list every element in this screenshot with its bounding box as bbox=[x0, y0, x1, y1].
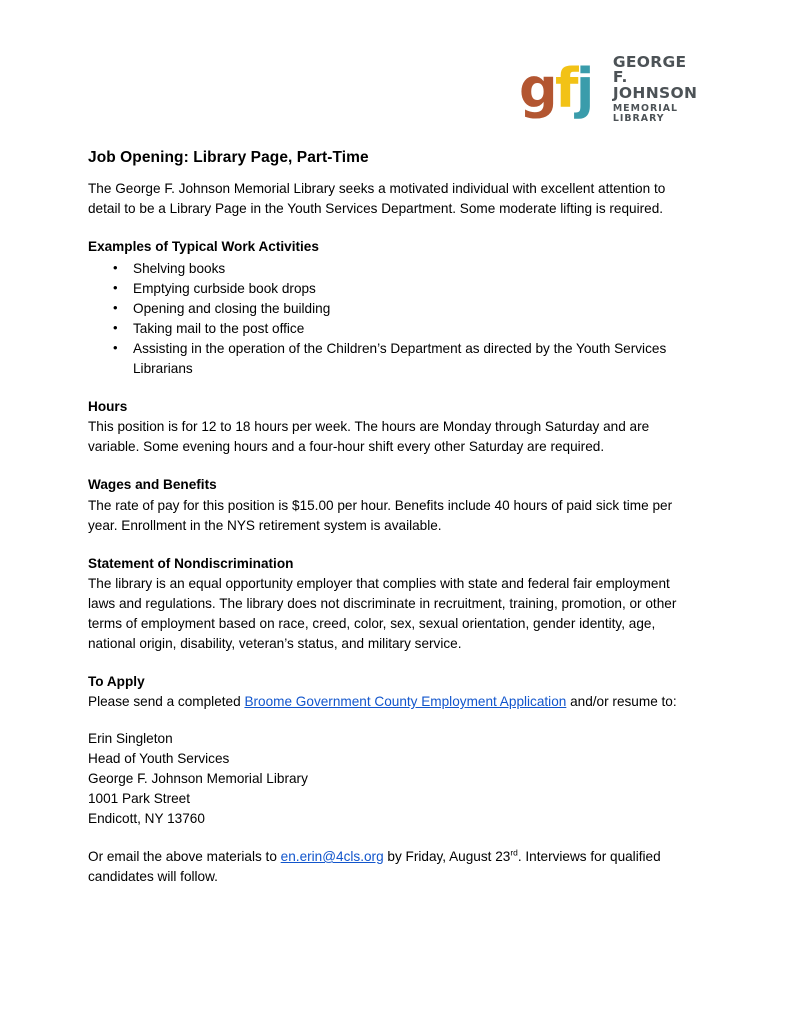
intro-block bbox=[88, 179, 696, 219]
logo-wordmark-line-3: MEMORIAL LIBRARY bbox=[612, 103, 679, 124]
address-line: George F. Johnson Memorial Library bbox=[88, 771, 308, 787]
logo-wordmark bbox=[612, 52, 698, 124]
wages-section bbox=[88, 475, 696, 535]
hours-paragraph: This position is for 12 to 18 hours per week. The hours are Monday through Saturday and are variable. Some evening hours and a four-hour shift every other Saturday are required. bbox=[88, 419, 650, 455]
intro-paragraph: The George F. Johnson Memorial Library seeks a motivated individual with excellent attention to detail to be a Library Page in the Youth Services Department. Some moderate lifting is required. bbox=[88, 181, 666, 217]
ordinal-suffix: rd bbox=[510, 847, 518, 858]
email-link[interactable]: en.erin@4cls.org bbox=[280, 848, 384, 864]
page-title: Job Opening: Library Page, Part-Time bbox=[88, 149, 369, 166]
nondiscrimination-section bbox=[88, 554, 696, 654]
logo-wordmark-line-1: GEORGE F. bbox=[612, 52, 687, 87]
email-text-deadline: by Friday, August 23 bbox=[383, 848, 511, 864]
activities-heading: Examples of Typical Work Activities bbox=[88, 239, 319, 255]
address-line: 1001 Park Street bbox=[88, 791, 191, 806]
apply-paragraph bbox=[88, 692, 696, 712]
email-text-before-link: Or email the above materials to bbox=[88, 848, 281, 864]
list-item: • Taking mail to the post office bbox=[88, 319, 696, 339]
logo-monogram bbox=[519, 57, 593, 120]
library-logo bbox=[519, 52, 698, 124]
employment-application-link[interactable]: Broome Government County Employment Application bbox=[244, 694, 567, 710]
address-line: Endicott, NY 13760 bbox=[88, 810, 205, 826]
hours-section bbox=[88, 397, 696, 457]
hours-heading: Hours bbox=[88, 399, 128, 415]
apply-text-before-link: Please send a completed bbox=[88, 694, 245, 710]
email-instructions-block bbox=[88, 847, 696, 887]
mailing-address-block bbox=[88, 729, 696, 829]
logo-wordmark-line-2: JOHNSON bbox=[612, 83, 698, 102]
wages-paragraph: The rate of pay for this position is $15.00 per hour. Benefits include 40 hours of paid sick time per year. Enrollment in the NYS retirement system is available. bbox=[88, 497, 673, 533]
activities-list bbox=[88, 259, 696, 379]
logo-letter-j: j bbox=[575, 57, 593, 120]
apply-text-after-link: and/or resume to: bbox=[566, 694, 677, 710]
logo-letter-f: f bbox=[555, 57, 577, 120]
nondiscrimination-paragraph: The library is an equal opportunity employer that complies with state and federal fair employment laws and regulations. The library does not discriminate in recruitment, training, promotion, or other terms of employment based on race, creed, color, sex, sexual orientation, gender identity, age, national origin, disability, veteran’s status, and military service. bbox=[88, 575, 677, 651]
document-content bbox=[88, 148, 696, 905]
list-item: • Emptying curbside book drops bbox=[88, 279, 696, 299]
nondiscrimination-heading: Statement of Nondiscrimination bbox=[88, 555, 294, 571]
email-paragraph bbox=[88, 847, 696, 887]
wages-heading: Wages and Benefits bbox=[88, 477, 217, 493]
list-item: • Assisting in the operation of the Children’s Department as directed by the Youth Services Librarians bbox=[88, 339, 696, 379]
list-item: • Opening and closing the building bbox=[88, 299, 696, 319]
address-line: Erin Singleton bbox=[88, 731, 173, 747]
email-text-after-deadline: . Interviews for qualified candidates will follow. bbox=[88, 848, 661, 884]
activities-section bbox=[88, 237, 696, 379]
apply-section bbox=[88, 672, 696, 712]
list-item: • Shelving books bbox=[88, 259, 696, 279]
address-line: Head of Youth Services bbox=[88, 751, 230, 767]
logo-letter-g: g bbox=[519, 57, 557, 120]
apply-heading: To Apply bbox=[88, 673, 145, 689]
